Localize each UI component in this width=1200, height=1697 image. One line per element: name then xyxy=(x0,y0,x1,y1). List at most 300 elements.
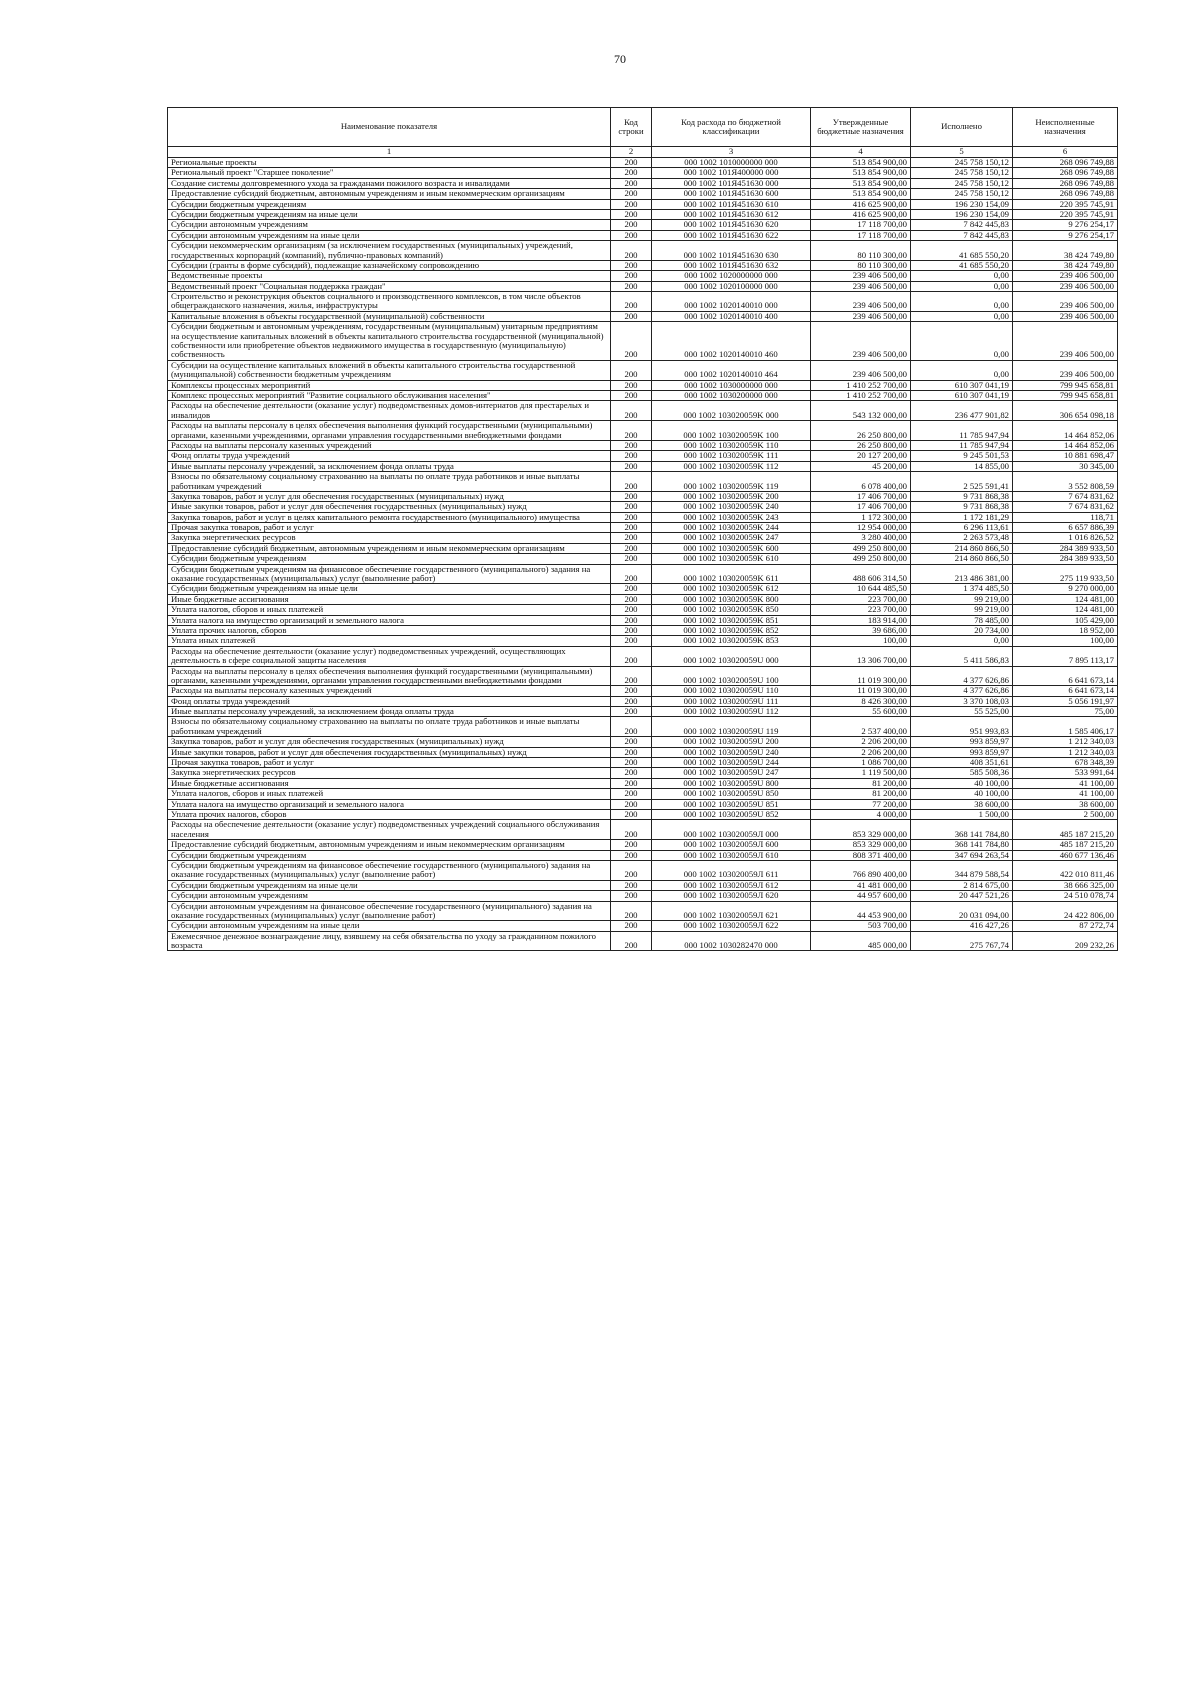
indicator-name-cell: Уплата налогов, сборов и иных платежей xyxy=(168,789,611,799)
executed-amount-cell: 275 767,74 xyxy=(911,931,1013,951)
unexecuted-amount-cell: 1 016 826,52 xyxy=(1013,533,1118,543)
unexecuted-amount-cell: 38 424 749,80 xyxy=(1013,241,1118,261)
table-row xyxy=(168,271,1118,281)
page-number: 70 xyxy=(614,52,626,66)
table-row xyxy=(168,594,1118,604)
approved-amount-cell: 239 406 500,00 xyxy=(811,360,911,380)
unexecuted-amount-cell: 1 212 340,03 xyxy=(1013,737,1118,747)
column-number: 6 xyxy=(1013,147,1118,158)
indicator-name-cell: Предоставление субсидий бюджетным, автономным учреждениям и иным некоммерческим организациям xyxy=(168,840,611,850)
indicator-name-cell: Закупка товаров, работ и услуг для обеспечения государственных (муниципальных) нужд xyxy=(168,491,611,501)
expense-code-cell: 000 1002 103020059K 240 xyxy=(652,502,811,512)
expense-code-cell: 000 1002 101Я451630 000 xyxy=(652,178,811,188)
executed-amount-cell: 20 734,00 xyxy=(911,625,1013,635)
unexecuted-amount-cell: 275 119 933,50 xyxy=(1013,564,1118,584)
unexecuted-amount-cell: 118,71 xyxy=(1013,512,1118,522)
approved-amount-cell: 77 200,00 xyxy=(811,799,911,809)
expense-code-cell: 000 1002 103020059K 610 xyxy=(652,554,811,564)
table-row xyxy=(168,820,1118,840)
expense-code-cell: 000 1002 103020059U 111 xyxy=(652,696,811,706)
unexecuted-amount-cell: 9 276 254,17 xyxy=(1013,230,1118,240)
executed-amount-cell: 993 859,97 xyxy=(911,737,1013,747)
approved-amount-cell: 766 890 400,00 xyxy=(811,860,911,880)
expense-code-cell: 000 1002 103020059K 110 xyxy=(652,440,811,450)
approved-amount-cell: 239 406 500,00 xyxy=(811,322,911,361)
approved-amount-cell: 499 250 800,00 xyxy=(811,554,911,564)
indicator-name-cell: Субсидии автономным учреждениям на иные цели xyxy=(168,921,611,931)
unexecuted-amount-cell: 10 881 698,47 xyxy=(1013,451,1118,461)
executed-amount-cell: 99 219,00 xyxy=(911,594,1013,604)
indicator-name-cell: Субсидии автономным учреждениям xyxy=(168,891,611,901)
approved-amount-cell: 17 118 700,00 xyxy=(811,220,911,230)
executed-amount-cell: 214 860 866,50 xyxy=(911,543,1013,553)
unexecuted-amount-cell: 485 187 215,20 xyxy=(1013,840,1118,850)
indicator-name-cell: Субсидии бюджетным учреждениям на иные цели xyxy=(168,209,611,219)
indicator-name-cell: Субсидии бюджетным учреждениям xyxy=(168,199,611,209)
approved-amount-cell: 1 119 500,00 xyxy=(811,768,911,778)
line-code-cell: 200 xyxy=(611,768,652,778)
indicator-name-cell: Расходы на выплаты персоналу в целях обеспечения выполнения функций государственными (муниципальными) органами, казенными учреждениями, органами управления государственными внебюджетными фондами xyxy=(168,421,611,441)
expense-code-cell: 000 1002 103020059K 850 xyxy=(652,605,811,615)
line-code-cell: 200 xyxy=(611,554,652,564)
expense-code-cell: 000 1002 103020059U 852 xyxy=(652,810,811,820)
table-row xyxy=(168,789,1118,799)
indicator-name-cell: Закупка энергетических ресурсов xyxy=(168,768,611,778)
executed-amount-cell: 245 758 150,12 xyxy=(911,189,1013,199)
approved-amount-cell: 223 700,00 xyxy=(811,605,911,615)
expense-code-cell: 000 1002 103020059K 247 xyxy=(652,533,811,543)
unexecuted-amount-cell: 75,00 xyxy=(1013,707,1118,717)
column-number: 5 xyxy=(911,147,1013,158)
approved-amount-cell: 81 200,00 xyxy=(811,789,911,799)
line-code-cell: 200 xyxy=(611,543,652,553)
executed-amount-cell: 368 141 784,80 xyxy=(911,840,1013,850)
line-code-cell: 200 xyxy=(611,158,652,168)
executed-amount-cell: 14 855,00 xyxy=(911,461,1013,471)
approved-amount-cell: 20 127 200,00 xyxy=(811,451,911,461)
approved-amount-cell: 239 406 500,00 xyxy=(811,292,911,312)
unexecuted-amount-cell: 9 270 000,00 xyxy=(1013,584,1118,594)
executed-amount-cell: 7 842 445,83 xyxy=(911,230,1013,240)
executed-amount-cell: 245 758 150,12 xyxy=(911,158,1013,168)
table-row xyxy=(168,491,1118,501)
unexecuted-amount-cell: 105 429,00 xyxy=(1013,615,1118,625)
indicator-name-cell: Субсидии бюджетным учреждениям xyxy=(168,554,611,564)
expense-code-cell: 000 1002 1020140010 464 xyxy=(652,360,811,380)
unexecuted-amount-cell: 24 510 078,74 xyxy=(1013,891,1118,901)
expense-code-cell: 000 1002 103020059U 100 xyxy=(652,666,811,686)
indicator-name-cell: Иные закупки товаров, работ и услуг для обеспечения государственных (муниципальных) нужд xyxy=(168,502,611,512)
line-code-cell: 200 xyxy=(611,778,652,788)
line-code-cell: 200 xyxy=(611,758,652,768)
unexecuted-amount-cell: 284 389 933,50 xyxy=(1013,554,1118,564)
executed-amount-cell: 4 377 626,86 xyxy=(911,666,1013,686)
header-approved: Утвержденные бюджетные назначения xyxy=(811,108,911,147)
approved-amount-cell: 13 306 700,00 xyxy=(811,646,911,666)
executed-amount-cell: 416 427,26 xyxy=(911,921,1013,931)
indicator-name-cell: Предоставление субсидий бюджетным, автономным учреждениям и иным некоммерческим организациям xyxy=(168,189,611,199)
indicator-name-cell: Предоставление субсидий бюджетным, автономным учреждениям и иным некоммерческим организациям xyxy=(168,543,611,553)
indicator-name-cell: Расходы на обеспечение деятельности (оказание услуг) подведомственных учреждений, осуществляющих деятельность в сфере социальной защиты населения xyxy=(168,646,611,666)
expense-code-cell: 000 1002 103020059Л 612 xyxy=(652,880,811,890)
executed-amount-cell: 368 141 784,80 xyxy=(911,820,1013,840)
table-row xyxy=(168,502,1118,512)
expense-code-cell: 000 1002 1030000000 000 xyxy=(652,380,811,390)
expense-code-cell: 000 1002 103020059U 119 xyxy=(652,717,811,737)
executed-amount-cell: 2 525 591,41 xyxy=(911,472,1013,492)
approved-amount-cell: 12 954 000,00 xyxy=(811,523,911,533)
executed-amount-cell: 9 731 868,38 xyxy=(911,491,1013,501)
table-row xyxy=(168,799,1118,809)
unexecuted-amount-cell: 460 677 136,46 xyxy=(1013,850,1118,860)
executed-amount-cell: 196 230 154,09 xyxy=(911,209,1013,219)
table-row xyxy=(168,778,1118,788)
table-row xyxy=(168,209,1118,219)
indicator-name-cell: Иные бюджетные ассигнования xyxy=(168,594,611,604)
line-code-cell: 200 xyxy=(611,707,652,717)
table-row xyxy=(168,220,1118,230)
expense-code-cell: 000 1002 1010000000 000 xyxy=(652,158,811,168)
executed-amount-cell: 196 230 154,09 xyxy=(911,199,1013,209)
executed-amount-cell: 610 307 041,19 xyxy=(911,380,1013,390)
unexecuted-amount-cell: 87 272,74 xyxy=(1013,921,1118,931)
line-code-cell: 200 xyxy=(611,584,652,594)
executed-amount-cell: 11 785 947,94 xyxy=(911,440,1013,450)
line-code-cell: 200 xyxy=(611,799,652,809)
line-code-cell: 200 xyxy=(611,322,652,361)
indicator-name-cell: Фонд оплаты труда учреждений xyxy=(168,451,611,461)
unexecuted-amount-cell: 220 395 745,91 xyxy=(1013,199,1118,209)
executed-amount-cell: 7 842 445,83 xyxy=(911,220,1013,230)
indicator-name-cell: Субсидии бюджетным учреждениям на иные цели xyxy=(168,880,611,890)
executed-amount-cell: 1 172 181,29 xyxy=(911,512,1013,522)
indicator-name-cell: Фонд оплаты труда учреждений xyxy=(168,696,611,706)
executed-amount-cell: 40 100,00 xyxy=(911,778,1013,788)
line-code-cell: 200 xyxy=(611,921,652,931)
executed-amount-cell: 245 758 150,12 xyxy=(911,168,1013,178)
line-code-cell: 200 xyxy=(611,390,652,400)
indicator-name-cell: Субсидии бюджетным учреждениям xyxy=(168,850,611,860)
table-row xyxy=(168,880,1118,890)
expense-code-cell: 000 1002 101Я451630 612 xyxy=(652,209,811,219)
table-row xyxy=(168,615,1118,625)
approved-amount-cell: 81 200,00 xyxy=(811,778,911,788)
approved-amount-cell: 17 118 700,00 xyxy=(811,230,911,240)
indicator-name-cell: Расходы на обеспечение деятельности (оказание услуг) подведомственных домов-интернатов для престарелых и инвалидов xyxy=(168,401,611,421)
line-code-cell: 200 xyxy=(611,472,652,492)
indicator-name-cell: Уплата налога на имущество организаций и земельного налога xyxy=(168,615,611,625)
approved-amount-cell: 11 019 300,00 xyxy=(811,666,911,686)
unexecuted-amount-cell: 3 552 808,59 xyxy=(1013,472,1118,492)
approved-amount-cell: 503 700,00 xyxy=(811,921,911,931)
unexecuted-amount-cell: 6 657 886,39 xyxy=(1013,523,1118,533)
header-line-code: Код строки xyxy=(611,108,652,147)
expense-code-cell: 000 1002 103020059U 200 xyxy=(652,737,811,747)
expense-code-cell: 000 1002 103020059U 800 xyxy=(652,778,811,788)
column-number: 1 xyxy=(168,147,611,158)
indicator-name-cell: Комплексы процессных мероприятий xyxy=(168,380,611,390)
unexecuted-amount-cell: 284 389 933,50 xyxy=(1013,543,1118,553)
approved-amount-cell: 513 854 900,00 xyxy=(811,168,911,178)
line-code-cell: 200 xyxy=(611,747,652,757)
expense-code-cell: 000 1002 103020059K 119 xyxy=(652,472,811,492)
unexecuted-amount-cell: 678 348,39 xyxy=(1013,758,1118,768)
approved-amount-cell: 39 686,00 xyxy=(811,625,911,635)
indicator-name-cell: Закупка энергетических ресурсов xyxy=(168,533,611,543)
approved-amount-cell: 488 606 314,50 xyxy=(811,564,911,584)
approved-amount-cell: 513 854 900,00 xyxy=(811,178,911,188)
unexecuted-amount-cell: 9 276 254,17 xyxy=(1013,220,1118,230)
indicator-name-cell: Закупка товаров, работ и услуг в целях капитального ремонта государственного (муниципального) имущества xyxy=(168,512,611,522)
expense-code-cell: 000 1002 103020059U 000 xyxy=(652,646,811,666)
header-indicator-name: Наименование показателя xyxy=(168,108,611,147)
indicator-name-cell: Уплата налога на имущество организаций и земельного налога xyxy=(168,799,611,809)
line-code-cell: 200 xyxy=(611,901,652,921)
line-code-cell: 200 xyxy=(611,605,652,615)
table-row xyxy=(168,696,1118,706)
executed-amount-cell: 99 219,00 xyxy=(911,605,1013,615)
indicator-name-cell: Уплата налогов, сборов и иных платежей xyxy=(168,605,611,615)
approved-amount-cell: 2 206 200,00 xyxy=(811,747,911,757)
table-row xyxy=(168,768,1118,778)
table-row xyxy=(168,717,1118,737)
expense-code-cell: 000 1002 101Я451630 600 xyxy=(652,189,811,199)
line-code-cell: 200 xyxy=(611,636,652,646)
table-row xyxy=(168,758,1118,768)
approved-amount-cell: 499 250 800,00 xyxy=(811,543,911,553)
table-row xyxy=(168,564,1118,584)
column-number: 4 xyxy=(811,147,911,158)
executed-amount-cell: 0,00 xyxy=(911,360,1013,380)
expense-code-cell: 000 1002 103020059Л 600 xyxy=(652,840,811,850)
executed-amount-cell: 41 685 550,20 xyxy=(911,260,1013,270)
indicator-name-cell: Ведомственный проект "Социальная поддержка граждан" xyxy=(168,281,611,291)
expense-code-cell: 000 1002 101Я451630 620 xyxy=(652,220,811,230)
expense-code-cell: 000 1002 103020059K 611 xyxy=(652,564,811,584)
unexecuted-amount-cell: 38 666 325,00 xyxy=(1013,880,1118,890)
table-row xyxy=(168,810,1118,820)
table-row xyxy=(168,472,1118,492)
line-code-cell: 200 xyxy=(611,292,652,312)
table-row xyxy=(168,512,1118,522)
expense-code-cell: 000 1002 103020059U 110 xyxy=(652,686,811,696)
unexecuted-amount-cell: 220 395 745,91 xyxy=(1013,209,1118,219)
approved-amount-cell: 8 426 300,00 xyxy=(811,696,911,706)
indicator-name-cell: Субсидии автономным учреждениям на финансовое обеспечение государственного (муниципального) задания на оказание государственных (муниципальных) услуг (выполнение работ) xyxy=(168,901,611,921)
table-row xyxy=(168,421,1118,441)
executed-amount-cell: 0,00 xyxy=(911,311,1013,321)
line-code-cell: 200 xyxy=(611,491,652,501)
indicator-name-cell: Расходы на обеспечение деятельности (оказание услуг) подведомственных учреждений социального обслуживания населения xyxy=(168,820,611,840)
indicator-name-cell: Субсидии автономным учреждениям на иные цели xyxy=(168,230,611,240)
approved-amount-cell: 1 410 252 700,00 xyxy=(811,380,911,390)
expense-code-cell: 000 1002 103020059Л 611 xyxy=(652,860,811,880)
approved-amount-cell: 17 406 700,00 xyxy=(811,502,911,512)
executed-amount-cell: 213 486 381,00 xyxy=(911,564,1013,584)
unexecuted-amount-cell: 268 096 749,88 xyxy=(1013,158,1118,168)
unexecuted-amount-cell: 5 056 191,97 xyxy=(1013,696,1118,706)
executed-amount-cell: 245 758 150,12 xyxy=(911,178,1013,188)
executed-amount-cell: 214 860 866,50 xyxy=(911,554,1013,564)
expense-code-cell: 000 1002 103020059K 100 xyxy=(652,421,811,441)
unexecuted-amount-cell: 14 464 852,06 xyxy=(1013,421,1118,441)
expense-code-cell: 000 1002 103020059K 000 xyxy=(652,401,811,421)
unexecuted-amount-cell: 306 654 098,18 xyxy=(1013,401,1118,421)
indicator-name-cell: Иные закупки товаров, работ и услуг для обеспечения государственных (муниципальных) нужд xyxy=(168,747,611,757)
indicator-name-cell: Расходы на выплаты персоналу в целях обеспечения выполнения функций государственными (муниципальными) органами, казенными учреждениями, органами управления государственными внебюджетными фондами xyxy=(168,666,611,686)
line-code-cell: 200 xyxy=(611,737,652,747)
approved-amount-cell: 100,00 xyxy=(811,636,911,646)
table-row xyxy=(168,158,1118,168)
unexecuted-amount-cell: 6 641 673,14 xyxy=(1013,686,1118,696)
line-code-cell: 200 xyxy=(611,891,652,901)
executed-amount-cell: 344 879 588,54 xyxy=(911,860,1013,880)
table-row xyxy=(168,168,1118,178)
indicator-name-cell: Расходы на выплаты персоналу казенных учреждений xyxy=(168,686,611,696)
line-code-cell: 200 xyxy=(611,646,652,666)
expense-code-cell: 000 1002 103020059Л 622 xyxy=(652,921,811,931)
executed-amount-cell: 5 411 586,83 xyxy=(911,646,1013,666)
approved-amount-cell: 1 172 300,00 xyxy=(811,512,911,522)
indicator-name-cell: Субсидии бюджетным учреждениям на иные цели xyxy=(168,584,611,594)
approved-amount-cell: 853 329 000,00 xyxy=(811,820,911,840)
table-row xyxy=(168,921,1118,931)
line-code-cell: 200 xyxy=(611,615,652,625)
approved-amount-cell: 223 700,00 xyxy=(811,594,911,604)
executed-amount-cell: 0,00 xyxy=(911,271,1013,281)
approved-amount-cell: 6 078 400,00 xyxy=(811,472,911,492)
expense-code-cell: 000 1002 103020059U 244 xyxy=(652,758,811,768)
executed-amount-cell: 20 031 094,00 xyxy=(911,901,1013,921)
table-row xyxy=(168,747,1118,757)
indicator-name-cell: Закупка товаров, работ и услуг для обеспечения государственных (муниципальных) нужд xyxy=(168,737,611,747)
executed-amount-cell: 38 600,00 xyxy=(911,799,1013,809)
expense-code-cell: 000 1002 103020059K 111 xyxy=(652,451,811,461)
unexecuted-amount-cell: 100,00 xyxy=(1013,636,1118,646)
executed-amount-cell: 41 685 550,20 xyxy=(911,241,1013,261)
unexecuted-amount-cell: 239 406 500,00 xyxy=(1013,271,1118,281)
executed-amount-cell: 610 307 041,19 xyxy=(911,390,1013,400)
table-row xyxy=(168,451,1118,461)
approved-amount-cell: 416 625 900,00 xyxy=(811,209,911,219)
expense-code-cell: 000 1002 101Я451630 610 xyxy=(652,199,811,209)
table-row xyxy=(168,230,1118,240)
expense-code-cell: 000 1002 103020059K 612 xyxy=(652,584,811,594)
table-row xyxy=(168,625,1118,635)
line-code-cell: 200 xyxy=(611,860,652,880)
executed-amount-cell: 11 785 947,94 xyxy=(911,421,1013,441)
unexecuted-amount-cell: 239 406 500,00 xyxy=(1013,281,1118,291)
table-row xyxy=(168,533,1118,543)
table-header-row xyxy=(168,108,1118,147)
unexecuted-amount-cell: 268 096 749,88 xyxy=(1013,189,1118,199)
approved-amount-cell: 1 086 700,00 xyxy=(811,758,911,768)
approved-amount-cell: 485 000,00 xyxy=(811,931,911,951)
table-row xyxy=(168,199,1118,209)
expense-code-cell: 000 1002 103020059Л 610 xyxy=(652,850,811,860)
table-row xyxy=(168,281,1118,291)
expense-code-cell: 000 1002 103020059K 200 xyxy=(652,491,811,501)
indicator-name-cell: Иные выплаты персоналу учреждений, за исключением фонда оплаты труда xyxy=(168,461,611,471)
table-row xyxy=(168,260,1118,270)
expense-code-cell: 000 1002 103020059U 112 xyxy=(652,707,811,717)
expense-code-cell: 000 1002 103020059K 853 xyxy=(652,636,811,646)
line-code-cell: 200 xyxy=(611,241,652,261)
unexecuted-amount-cell: 41 100,00 xyxy=(1013,789,1118,799)
approved-amount-cell: 513 854 900,00 xyxy=(811,158,911,168)
executed-amount-cell: 1 500,00 xyxy=(911,810,1013,820)
approved-amount-cell: 17 406 700,00 xyxy=(811,491,911,501)
unexecuted-amount-cell: 533 991,64 xyxy=(1013,768,1118,778)
line-code-cell: 200 xyxy=(611,686,652,696)
expense-code-cell: 000 1002 101Я451630 630 xyxy=(652,241,811,261)
unexecuted-amount-cell: 799 945 658,81 xyxy=(1013,380,1118,390)
line-code-cell: 200 xyxy=(611,717,652,737)
approved-amount-cell: 416 625 900,00 xyxy=(811,199,911,209)
table-body xyxy=(168,158,1118,951)
expense-code-cell: 000 1002 103020059U 240 xyxy=(652,747,811,757)
column-number: 2 xyxy=(611,147,652,158)
unexecuted-amount-cell: 41 100,00 xyxy=(1013,778,1118,788)
line-code-cell: 200 xyxy=(611,820,652,840)
line-code-cell: 200 xyxy=(611,260,652,270)
table-row xyxy=(168,523,1118,533)
executed-amount-cell: 1 374 485,50 xyxy=(911,584,1013,594)
executed-amount-cell: 9 245 501,53 xyxy=(911,451,1013,461)
line-code-cell: 200 xyxy=(611,230,652,240)
unexecuted-amount-cell: 2 500,00 xyxy=(1013,810,1118,820)
line-code-cell: 200 xyxy=(611,840,652,850)
executed-amount-cell: 585 508,36 xyxy=(911,768,1013,778)
expense-code-cell: 000 1002 103020059K 851 xyxy=(652,615,811,625)
approved-amount-cell: 3 280 400,00 xyxy=(811,533,911,543)
unexecuted-amount-cell: 799 945 658,81 xyxy=(1013,390,1118,400)
approved-amount-cell: 808 371 400,00 xyxy=(811,850,911,860)
table-row xyxy=(168,850,1118,860)
table-row xyxy=(168,322,1118,361)
indicator-name-cell: Субсидии некоммерческим организациям (за исключением государственных (муниципальных) учреждений, государственных корпораций (компаний), публично-правовых компаний) xyxy=(168,241,611,261)
line-code-cell: 200 xyxy=(611,696,652,706)
line-code-cell: 200 xyxy=(611,281,652,291)
approved-amount-cell: 80 110 300,00 xyxy=(811,241,911,261)
table-row xyxy=(168,178,1118,188)
approved-amount-cell: 45 200,00 xyxy=(811,461,911,471)
line-code-cell: 200 xyxy=(611,178,652,188)
expense-code-cell: 000 1002 103020059K 243 xyxy=(652,512,811,522)
expense-code-cell: 000 1002 1020140010 000 xyxy=(652,292,811,312)
indicator-name-cell: Комплекс процессных мероприятий "Развитие социального обслуживания населения" xyxy=(168,390,611,400)
executed-amount-cell: 951 993,83 xyxy=(911,717,1013,737)
line-code-cell: 200 xyxy=(611,421,652,441)
line-code-cell: 200 xyxy=(611,533,652,543)
header-expense-code: Код расхода по бюджетной классификации xyxy=(652,108,811,147)
unexecuted-amount-cell: 7 674 831,62 xyxy=(1013,491,1118,501)
line-code-cell: 200 xyxy=(611,360,652,380)
expense-code-cell: 000 1002 1020140010 460 xyxy=(652,322,811,361)
table-row xyxy=(168,440,1118,450)
expense-code-cell: 000 1002 103020059K 244 xyxy=(652,523,811,533)
approved-amount-cell: 80 110 300,00 xyxy=(811,260,911,270)
indicator-name-cell: Субсидии бюджетным учреждениям на финансовое обеспечение государственного (муниципального) задания на оказание государственных (муниципальных) услуг (выполнение работ) xyxy=(168,860,611,880)
unexecuted-amount-cell: 7 674 831,62 xyxy=(1013,502,1118,512)
table-row xyxy=(168,189,1118,199)
line-code-cell: 200 xyxy=(611,168,652,178)
expense-code-cell: 000 1002 1030200000 000 xyxy=(652,390,811,400)
line-code-cell: 200 xyxy=(611,564,652,584)
approved-amount-cell: 543 132 000,00 xyxy=(811,401,911,421)
line-code-cell: 200 xyxy=(611,666,652,686)
approved-amount-cell: 239 406 500,00 xyxy=(811,271,911,281)
